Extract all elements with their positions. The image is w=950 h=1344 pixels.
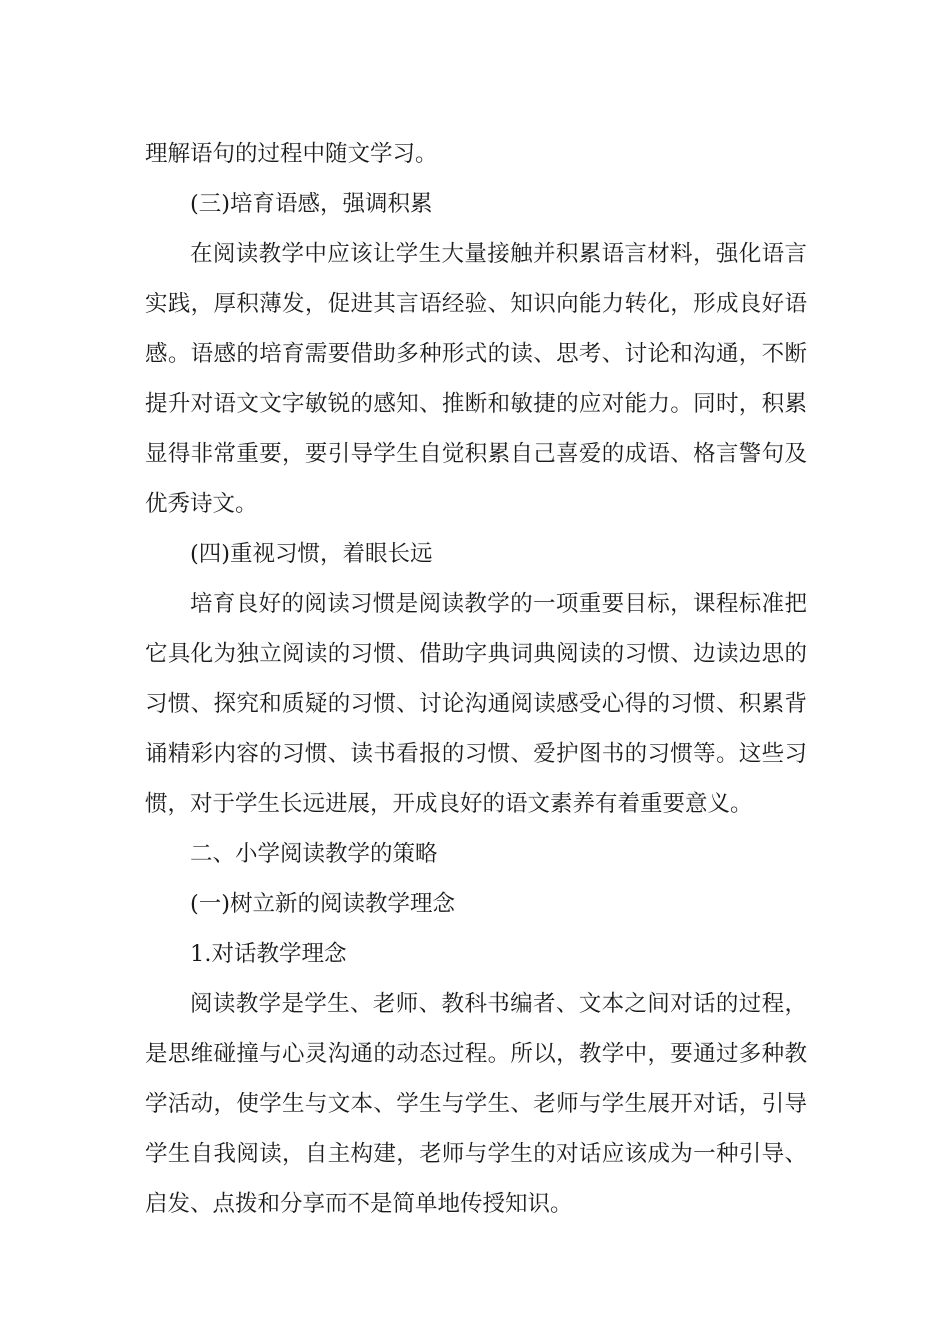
chapter-heading-2: 二、小学阅读教学的策略: [190, 841, 438, 867]
paragraph: 在阅读教学中应该让学生大量接触并积累语言材料，强化语言实践，厚积薄发，促进其言语经验、知识向能力转化，形成良好语感。语感的培育需要借助多种形式的读、思考、讨论和沟通，不断提升对语文文字敏锐的感知、推断和敏捷的应对能力。同时，积累显得非常重要，要引导学生自觉积累自己喜爱的成语、格言警句及优秀诗文。: [145, 241, 807, 517]
section-heading-4: (四)重视习惯，着眼长远: [190, 541, 433, 567]
section-heading-1: (一)树立新的阅读教学理念: [190, 891, 456, 917]
paragraph: 培育良好的阅读习惯是阅读教学的一项重要目标，课程标准把它具化为独立阅读的习惯、借助字典词典阅读的习惯、边读边思的习惯、探究和质疑的习惯、讨论沟通阅读感受心得的习惯、积累背诵精彩内容的习惯、读书看报的习惯、爱护图书的习惯等。这些习惯，对于学生长远进展，开成良好的语文素养有着重要意义。: [145, 591, 807, 817]
paragraph: 阅读教学是学生、老师、教科书编者、文本之间对话的过程，是思维碰撞与心灵沟通的动态过程。所以，教学中，要通过多种教学活动，使学生与文本、学生与学生、老师与学生展开对话，引导学生自我阅读，自主构建，老师与学生的对话应该成为一种引导、启发、点拨和分享而不是简单地传授知识。: [145, 991, 807, 1217]
paragraph-continuation: 理解语句的过程中随文学习。: [145, 141, 438, 167]
section-heading-3: (三)培育语感，强调积累: [190, 191, 433, 217]
document-body: [145, 129, 807, 1229]
subsection-heading-1: 1.对话教学理念: [190, 941, 347, 967]
